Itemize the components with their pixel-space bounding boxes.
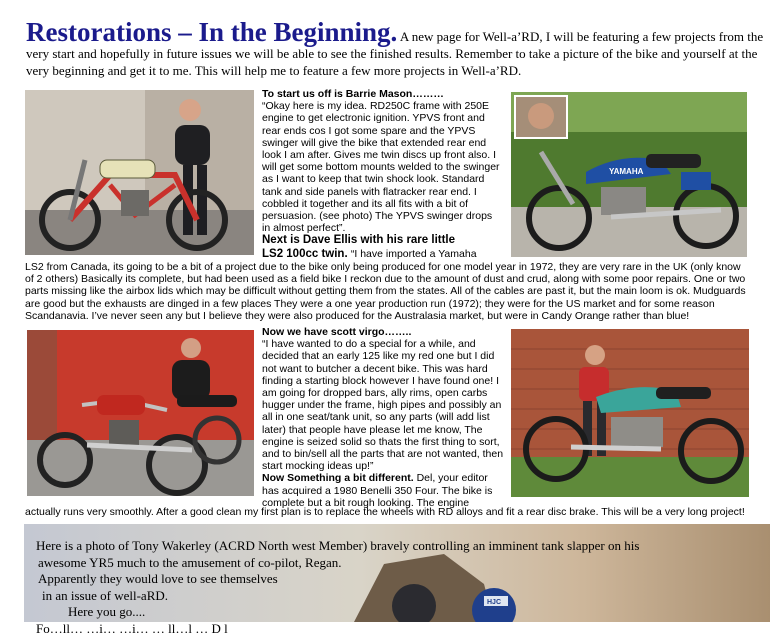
del-bike-photo: [511, 329, 749, 497]
scott-text: “I have wanted to do a special for a while, and decided that an early 125 like my red one but I did not want to butcher a decent bike. This was hard finding a starting block however I have found one! I am going for dropped bars, ally rims, open carbs hugger under the frame, high pipes and possibly an all in one seat/tank unit, so any parts (will add list later) that people have please let me know, The engine is seized solid so thats the first thing to sort, and to bin/sell all the parts that are not wanted, then start mocking ideas up!”: [262, 338, 504, 472]
bottom-caption: [36, 538, 716, 637]
dave-text-body: LS2 from Canada, its going to be a bit of a project due to the bike only being produced for one model year in 1972, they are very rare in the UK (only know of 2 others) Basically its complete, but had been used as a field bike I reckon due to the amount of dust and crud, along with some poor repairs. One or two parts missing like the airbox lids which may be difficult without getting them from the states. All of the cables are past it, but the main loom is ok. Mudguards are good but the exhausts are dinged in a few places They were a one year production run (1972); they were for the US market and for some reason Scandanavia. I’ve never seen any but I believe they were also produced for the Australasia market, but were in Candy Orange rather than blue!: [25, 261, 750, 322]
bottom-line-4: in an issue of well-aRD.: [36, 588, 716, 605]
bottom-line-6: Fo…ll… …i… …i… … ll…l … D l: [36, 621, 716, 637]
dave-heading-line2: LS2 100cc twin.: [262, 248, 348, 260]
barrie-heading: To start us off is Barrie Mason………: [262, 88, 502, 100]
dave-text-start: “I have imported a Yamaha: [351, 248, 477, 260]
dave-bike-photo: [511, 92, 747, 257]
intro-paragraph: [26, 24, 766, 79]
scott-bike-photo: [27, 330, 254, 496]
yamaha-tank-label: YAMAHA: [609, 167, 644, 176]
bottom-line-5: Here you go....: [36, 604, 716, 621]
bottom-line-1: Here is a photo of Tony Wakerley (ACRD North west Member) bravely controlling an imminent tank slapper on his: [36, 538, 716, 555]
barrie-text-block: [262, 88, 502, 234]
page-title: Restorations – In the Beginning.: [26, 17, 397, 47]
scott-text-block: [262, 326, 504, 509]
del-text-body: actually runs very smoothly. After a good clean my first plan is to replace the wheels with RD alloys and fit a rear disc brake. This will be a very long project!: [25, 506, 765, 518]
helmet-label: HJC: [487, 599, 501, 606]
dave-heading-line1: Next is Dave Ellis with his rare little: [262, 234, 510, 248]
barrie-bike-photo: [25, 90, 254, 255]
del-text-head: Del, your editor has acquired a 1980 Benelli 350 Four. The bike is complete but a bit rough looking. The engine: [262, 472, 492, 508]
bottom-line-3: Apparently they would love to see themselves: [36, 571, 716, 588]
del-heading: Now Something a bit different.: [262, 472, 414, 484]
barrie-text: “Okay here is my idea. RD250C frame with 250E engine to get electronic ignition. YPVS front and rear ends cos I got some spare and the YPVS swinger will give the bike that extended rear end look I am after. Gives me twin discs up front also. I will get some bottom mounts welded to the swinger as I want to keep that twin shock look. Standard tank and side panels with flatracker rear end. I cobbled it together and its all fits with a bit of persuasion. (see photo) The YPVS swinger drops in almost perfect”.: [262, 100, 502, 234]
scott-heading: Now we have scott virgo……..: [262, 326, 504, 338]
dave-heading-block: [262, 234, 510, 261]
bottom-line-2: awesome YR5 much to the amusement of co-pilot, Regan.: [36, 555, 716, 572]
intro-text: A new page for Well-a’RD, I will be featuring a few projects from the very start and hopefully in future issues we will be able to see the finished results. Remember to take a picture of the bike and yourself at the very beginning and get it to me. This will help me to feature a few more projects in Well-a’RD.: [26, 29, 763, 78]
